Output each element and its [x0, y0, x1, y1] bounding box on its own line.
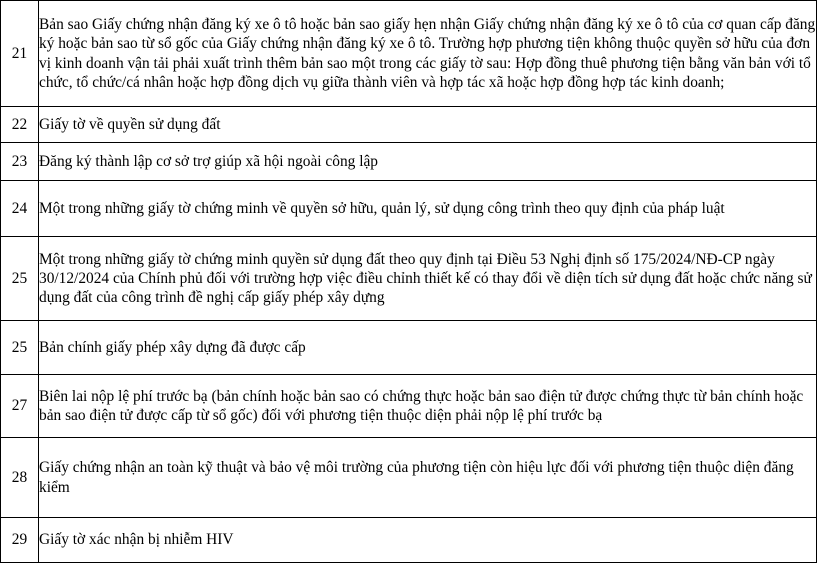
table-row [1, 438, 817, 518]
table-row [1, 321, 817, 375]
table-row [1, 1, 817, 107]
row-text: Bản chính giấy phép xây dựng đã được cấp [39, 321, 817, 375]
row-number: 24 [1, 181, 39, 237]
row-number: 29 [1, 518, 39, 563]
row-text: Biên lai nộp lệ phí trước bạ (bản chính hoặc bản sao có chứng thực hoặc bản sao điện tử được chứng thực từ bản chính hoặc bản sao điện tử được cấp từ sổ gốc) đối với phương tiện thuộc diện phải nộp lệ phí trước bạ [39, 375, 817, 438]
row-number: 25 [1, 321, 39, 375]
table-row [1, 518, 817, 563]
row-text: Giấy tờ về quyền sử dụng đất [39, 107, 817, 143]
row-number: 22 [1, 107, 39, 143]
row-number: 25 [1, 237, 39, 321]
table-row [1, 107, 817, 143]
row-text: Giấy chứng nhận an toàn kỹ thuật và bảo vệ môi trường của phương tiện còn hiệu lực đối với phương tiện thuộc diện đăng kiểm [39, 438, 817, 518]
row-text: Một trong những giấy tờ chứng minh quyền sử dụng đất theo quy định tại Điều 53 Nghị định số 175/2024/NĐ-CP ngày 30/12/2024 của Chính phủ đối với trường hợp việc điều chỉnh thiết kế có thay đổi về diện tích sử dụng đất hoặc chức năng sử dụng đất của công trình đề nghị cấp giấy phép xây dựng [39, 237, 817, 321]
row-text: Đăng ký thành lập cơ sở trợ giúp xã hội ngoài công lập [39, 143, 817, 181]
table-row [1, 181, 817, 237]
row-number: 28 [1, 438, 39, 518]
row-number: 21 [1, 1, 39, 107]
row-text: Bản sao Giấy chứng nhận đăng ký xe ô tô hoặc bản sao giấy hẹn nhận Giấy chứng nhận đăng ký xe ô tô của cơ quan cấp đăng ký hoặc bản sao từ sổ gốc của Giấy chứng nhận đăng ký xe ô tô. Trường hợp phương tiện không thuộc quyền sở hữu của đơn vị kinh doanh vận tải phải xuất trình thêm bản sao một trong các giấy tờ sau: Hợp đồng thuê phương tiện bằng văn bản với tổ chức, tổ chức/cá nhân hoặc hợp đồng dịch vụ giữa thành viên và hợp tác xã hoặc hợp đồng hợp tác kinh doanh; [39, 1, 817, 107]
row-number: 27 [1, 375, 39, 438]
row-number: 23 [1, 143, 39, 181]
table-row [1, 143, 817, 181]
row-text: Một trong những giấy tờ chứng minh về quyền sở hữu, quản lý, sử dụng công trình theo quy định của pháp luật [39, 181, 817, 237]
row-text: Giấy tờ xác nhận bị nhiễm HIV [39, 518, 817, 563]
table-row [1, 237, 817, 321]
table-row [1, 375, 817, 438]
